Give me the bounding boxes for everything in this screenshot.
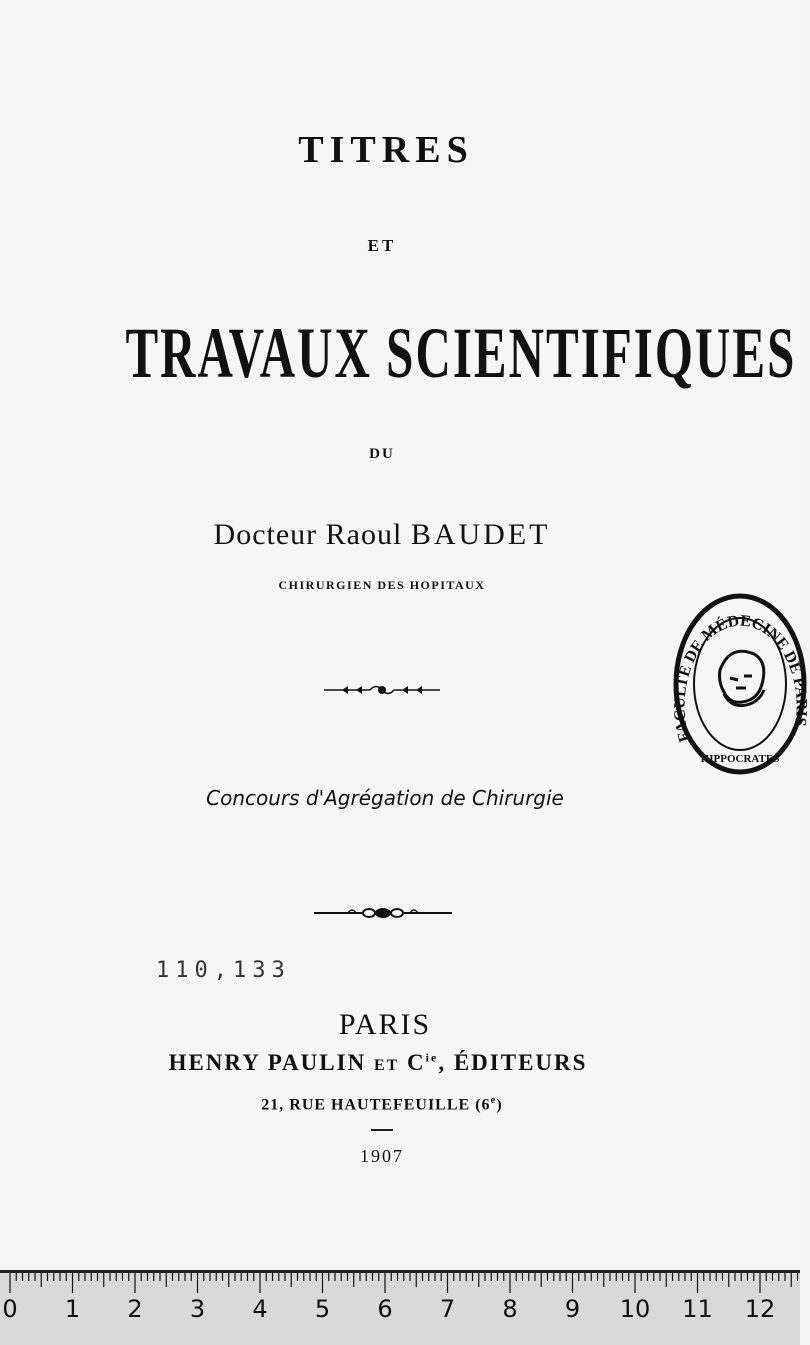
stamp-text: FACULTÉ DE MÉDECINE DE PARIS [671,612,810,744]
ruler-number: 7 [439,1295,456,1323]
publisher-role: , ÉDITEURS [438,1050,588,1075]
ornament-divider-top [322,682,442,698]
ruler-number: 0 [2,1295,18,1323]
ruler-number: 2 [127,1295,143,1323]
title-line-titres: TITRES [298,129,474,171]
ornament-divider-bottom [312,904,454,922]
publisher-line [0,1050,756,1076]
ruler-ticks [0,1273,800,1345]
address-text: 21, RUE HAUTEFEUILLE (6 [261,1096,491,1114]
ruler-number: 11 [682,1295,713,1323]
concours-subtitle: Concours d'Agrégation de Chirurgie [206,786,564,810]
address-superscript: e [490,1094,497,1106]
ruler-number: 8 [502,1295,518,1323]
author-role: CHIRURGIEN DES HOPITAUX [278,578,486,592]
library-stamp [670,590,810,780]
publisher-c: C [407,1050,426,1075]
publisher-et: ET [373,1057,400,1074]
publisher-c-superscript: ie [425,1050,439,1065]
shelfmark-number: 110,133 [156,958,291,983]
publisher-name: HENRY PAULIN [168,1050,367,1075]
address-close: ) [496,1096,503,1114]
title-line-du: DU [369,446,395,462]
ruler-number: 12 [744,1295,776,1323]
ruler-number: 1 [64,1295,81,1323]
author-prefix: Docteur Raoul [213,518,403,551]
svg-text:FACULTÉ DE MÉDECINE DE PARIS [672,613,810,744]
ruler-number: 3 [189,1295,206,1323]
author-surname: BAUDET [410,518,551,551]
ruler-number: 10 [619,1295,651,1323]
stamp-bottom-text: HIPPOCRATES [700,753,780,765]
ruler-number: 9 [564,1295,581,1323]
publication-city: PARIS [338,1008,432,1041]
ruler-number: 4 [252,1295,268,1323]
publication-year: 1907 [360,1146,404,1166]
title-line-et: ET [367,236,397,255]
ruler-number: 5 [314,1295,331,1323]
short-divider [371,1129,393,1131]
publisher-address [0,1094,764,1114]
measurement-ruler [0,1270,800,1345]
ruler-number: 6 [377,1295,393,1323]
main-title: TRAVAUX SCIENTIFIQUES [125,313,797,393]
author-name [0,518,764,552]
